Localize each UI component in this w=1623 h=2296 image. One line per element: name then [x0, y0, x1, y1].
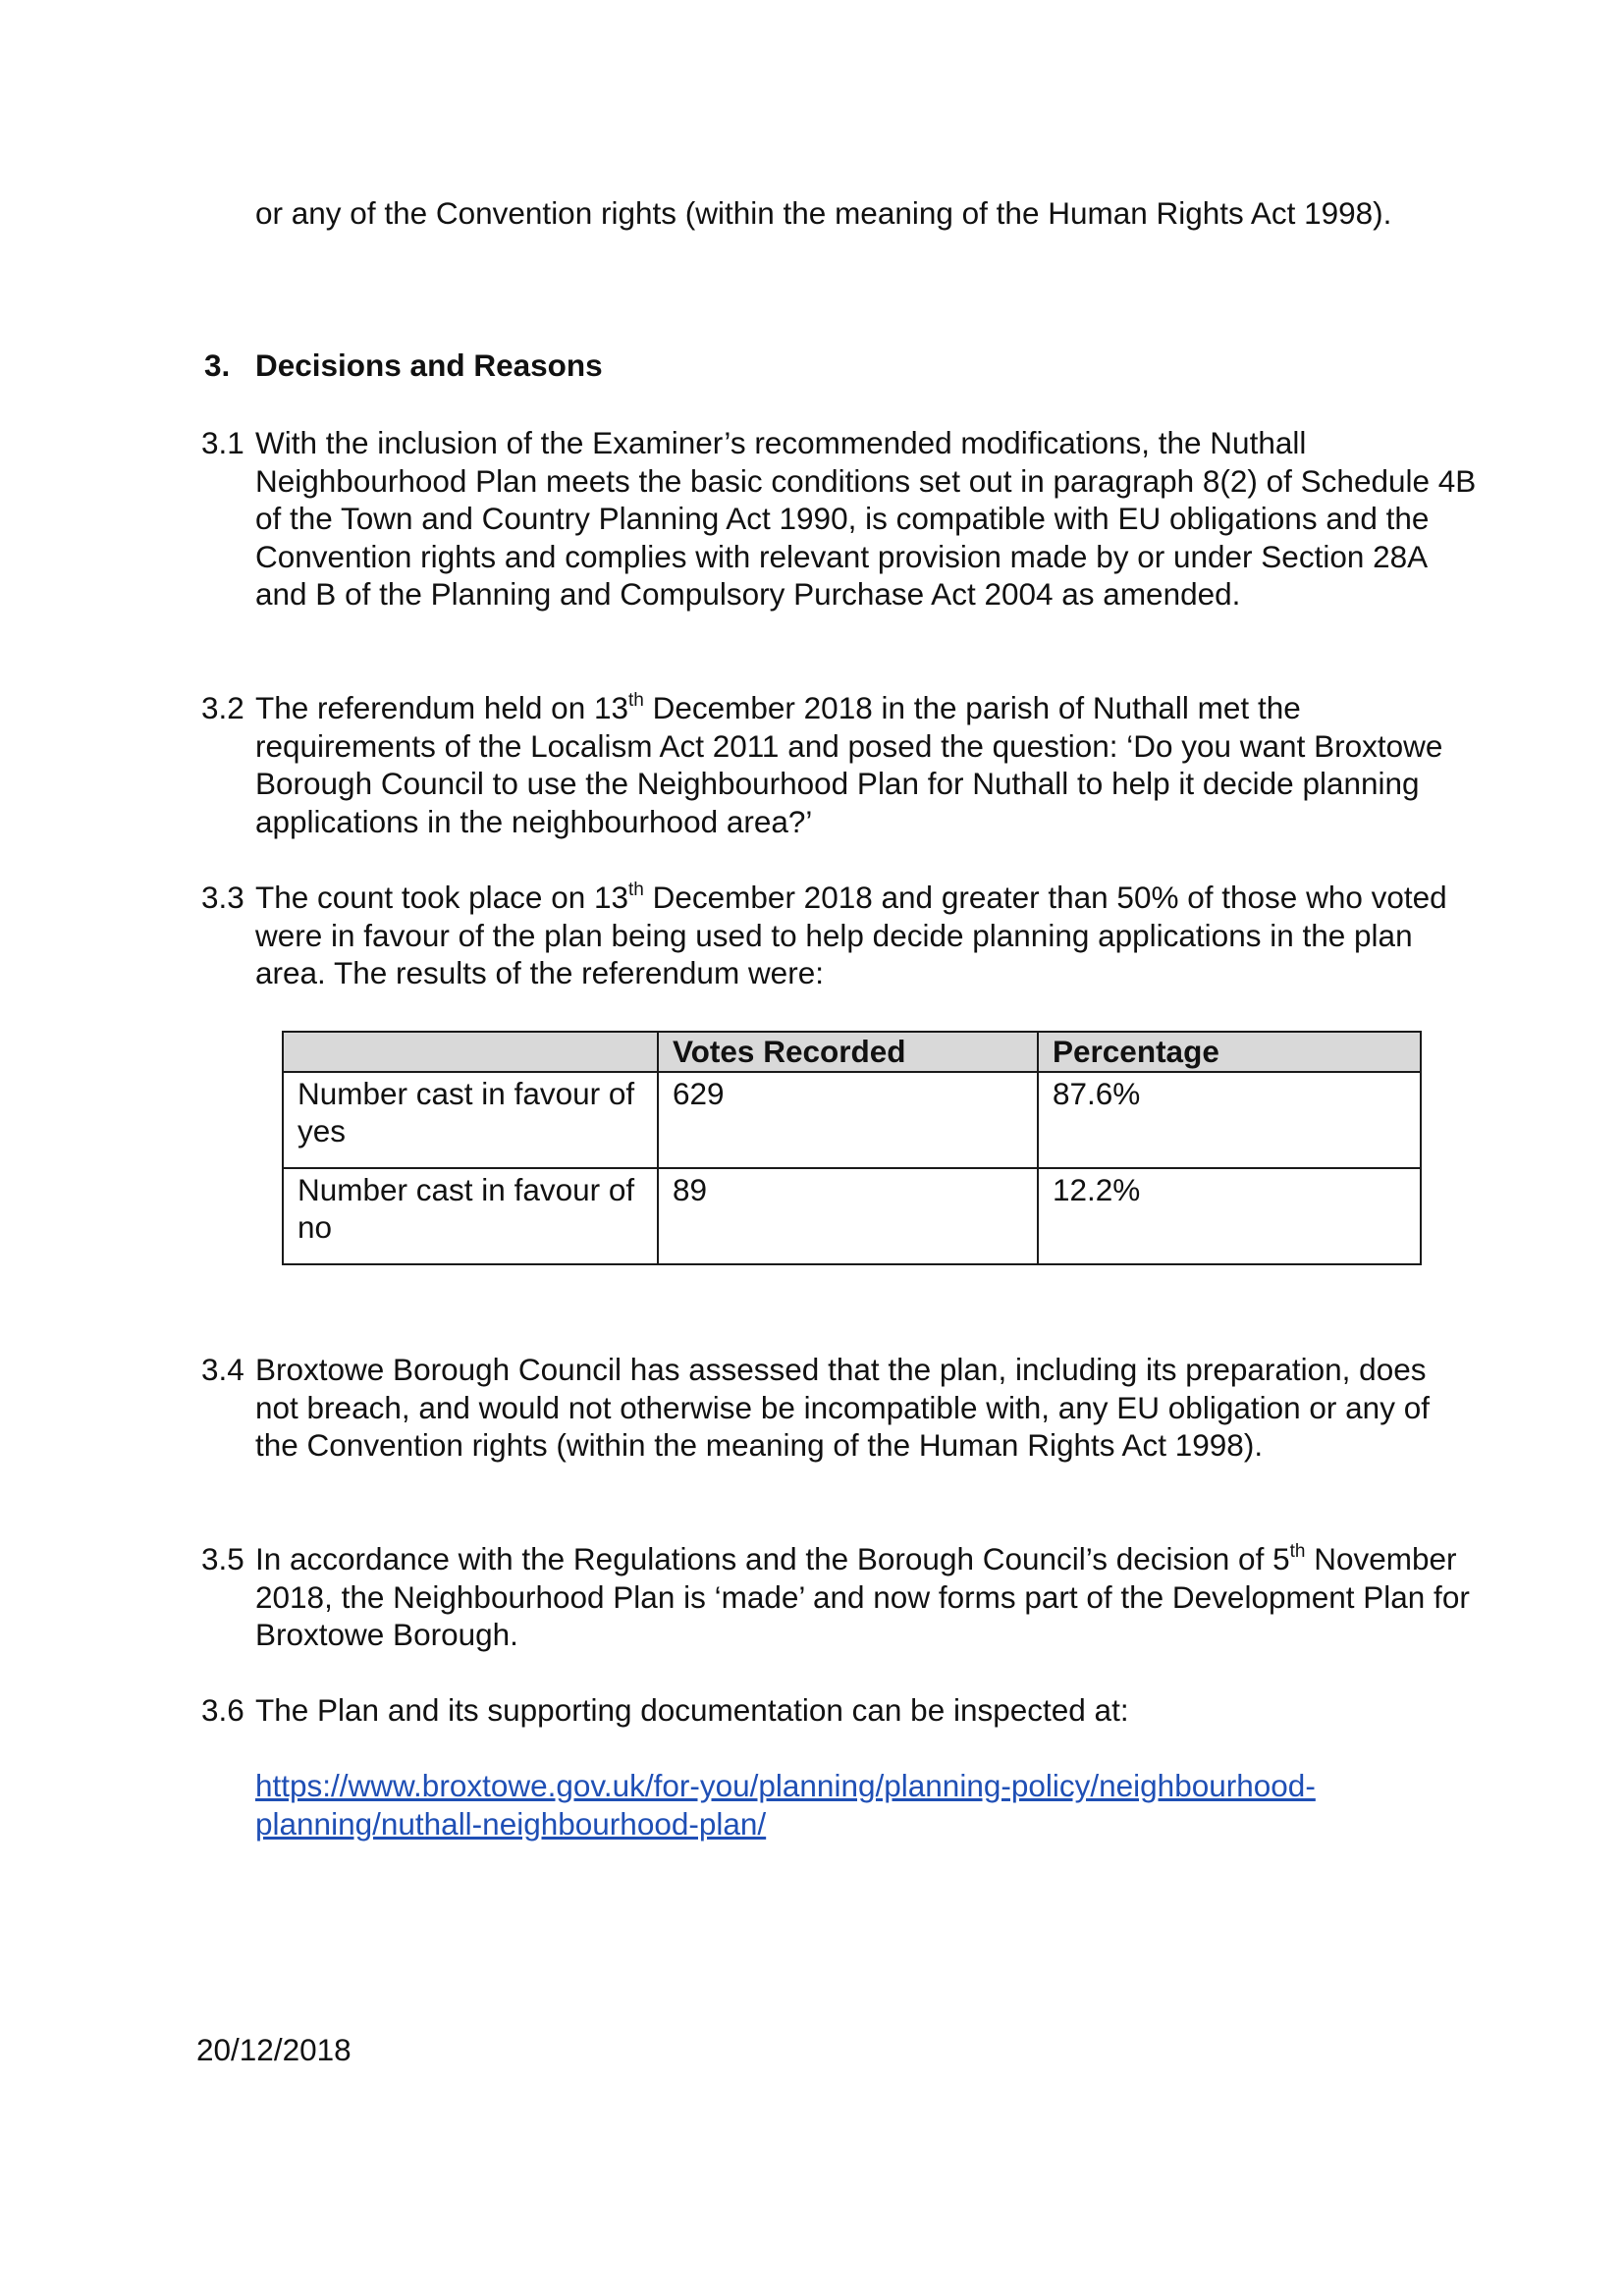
paragraph-text: The Plan and its supporting documentation can be inspected at: [255, 1692, 1129, 1728]
percentage-cell: 12.2% [1038, 1168, 1421, 1264]
paragraph-text-end: November 2018, the Neighbourhood Plan is ‘made’ and now forms part of the Development Plan for Broxtowe Borough. [255, 1541, 1470, 1652]
paragraph-number: 3.2 [201, 690, 244, 725]
paragraph-text: With the inclusion of the Examiner’s recommended modifications, the Nuthall Neighbourhood Plan meets the basic conditions set out in paragraph 8(2) of Schedule 4B of the Town and Country Planning Act 1990, is compatible with EU obligations and the Convention rights and complies with relevant provision made by or under Section 28A and B of the Planning and Compulsory Purchase Act 2004 as amended. [255, 425, 1477, 612]
table-header-row [283, 1032, 1421, 1072]
paragraph-text [255, 879, 1478, 992]
paragraph-text: Broxtowe Borough Council has assessed that the plan, including its preparation, does not breach, and would not otherwise be incompatible with, any EU obligation or any of the Convention rights (within the meaning of the Human Rights Act 1998). [255, 1352, 1430, 1463]
continuation-text: or any of the Convention rights (within the meaning of the Human Rights Act 1998). [255, 195, 1392, 231]
link-line-1[interactable]: https://www.broxtowe.gov.uk/for-you/planning/planning-policy/neighbourhood- [255, 1768, 1316, 1803]
ordinal-suffix: th [628, 690, 644, 711]
paragraph-number: 3.4 [201, 1352, 244, 1387]
row-label: Number cast in favour of yes [283, 1072, 658, 1168]
ordinal-suffix: th [1289, 1541, 1306, 1562]
header-empty-cell [283, 1032, 658, 1072]
table-row [283, 1072, 1421, 1168]
section-heading [204, 347, 603, 384]
percentage-cell: 87.6% [1038, 1072, 1421, 1168]
votes-cell: 89 [658, 1168, 1038, 1264]
paragraph-text-start: In accordance with the Regulations and the Borough Council’s decision of 5 [255, 1541, 1290, 1576]
paragraph-3-1 [201, 424, 1478, 614]
votes-cell: 629 [658, 1072, 1038, 1168]
paragraph-text-start: The count took place on 13 [255, 880, 629, 915]
header-votes-recorded: Votes Recorded [658, 1032, 1038, 1072]
paragraph-text-start: The referendum held on 13 [255, 690, 628, 725]
paragraph-number: 3.3 [201, 880, 244, 915]
row-label: Number cast in favour of no [283, 1168, 658, 1264]
paragraph-3-2 [201, 689, 1478, 840]
paragraph-text-end: December 2018 in the parish of Nuthall met the requirements of the Localism Act 2011 and posed the question: ‘Do you want Broxtowe Borough Council to use the Neighbourhood Plan for Nuthall to help it decide planning applications in the neighbourhood area?’ [255, 690, 1443, 839]
section-number: 3. [204, 347, 231, 383]
paragraph-number: 3.5 [201, 1541, 244, 1576]
table-row [283, 1168, 1421, 1264]
paragraph-text-end: December 2018 and greater than 50% of those who voted were in favour of the plan being used to help decide planning applications in the plan area. The results of the referendum were: [255, 880, 1447, 990]
paragraph-3-5 [201, 1540, 1478, 1654]
paragraph-3-6 [201, 1691, 1478, 1730]
paragraph-number: 3.6 [201, 1692, 244, 1728]
paragraph-3-4 [201, 1351, 1478, 1465]
paragraph-text [255, 1540, 1478, 1654]
paragraph-3-3 [201, 879, 1478, 992]
paragraph-text [255, 689, 1478, 840]
referendum-results-table [282, 1031, 1422, 1265]
section-title: Decisions and Reasons [255, 347, 603, 383]
ordinal-suffix: th [628, 880, 644, 900]
link-line-2[interactable]: planning/nuthall-neighbourhood-plan/ [255, 1805, 767, 1842]
header-percentage: Percentage [1038, 1032, 1421, 1072]
paragraph-number: 3.1 [201, 425, 244, 460]
plan-documentation-link[interactable] [255, 1767, 1463, 1842]
footer-date: 20/12/2018 [196, 2032, 352, 2067]
